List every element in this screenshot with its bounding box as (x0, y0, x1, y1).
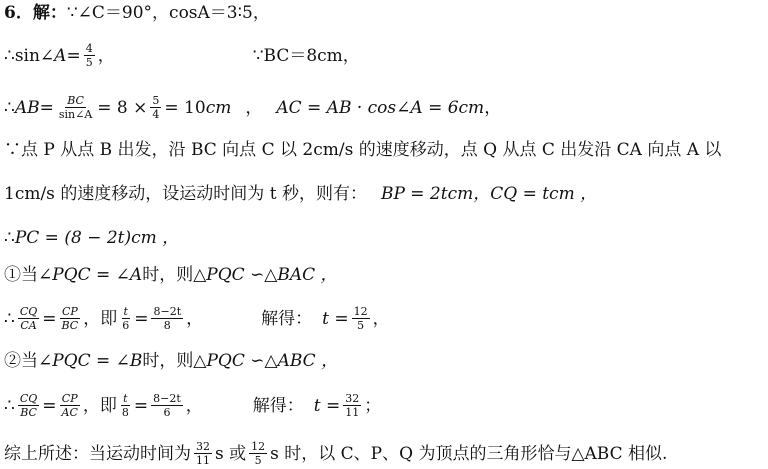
fraction-numerator: CQ (19, 392, 38, 405)
bc-given: ∵BC＝8cm， (252, 45, 360, 66)
fraction-denominator: 5 (85, 56, 93, 69)
case-1-label: ①当 (4, 265, 38, 285)
fraction-denominator: 4 (152, 108, 160, 121)
equals: = (39, 97, 54, 118)
comma: ， (185, 395, 203, 416)
fraction-5-4 (150, 94, 161, 121)
comma: ， (97, 45, 115, 66)
equals: = (66, 45, 81, 66)
fraction-numerator: 8−2t (153, 305, 182, 318)
t-equals: t = (322, 308, 349, 329)
fraction-numerator: CP (61, 305, 78, 318)
pc-expression: PC = (8 − 2t)cm ， (14, 228, 180, 248)
comma: ， (186, 308, 204, 329)
fraction-denominator: BC (61, 319, 79, 332)
comma: ， (245, 97, 263, 118)
fraction-denominator: CA (20, 319, 37, 332)
fraction-cq-ca (18, 305, 39, 332)
given-text: ∵∠C＝90°，cosA＝3∶5， (66, 3, 270, 23)
fraction-32-11 (343, 392, 361, 419)
equals: = (134, 308, 149, 329)
multiply: = 8 × (97, 97, 148, 118)
namely-text: ，即 (82, 395, 117, 416)
similarity-statement: △PQC ∽△BAC ， (193, 265, 338, 285)
solve-text: 解得： (252, 395, 304, 416)
fraction-denominator: 8 (163, 319, 171, 332)
fraction-cp-ac (60, 392, 80, 419)
equals: = (42, 395, 57, 416)
fraction-8-2t-6 (151, 392, 183, 419)
line-8 (4, 305, 764, 332)
conclusion-end: s 时，以 C、P、Q 为顶点的三角形恰与△ABC 相似. (270, 443, 668, 464)
fraction-denominator: 8 (121, 406, 129, 419)
fraction-cp-bc (60, 305, 81, 332)
line-10 (4, 392, 764, 419)
angle-a: A (54, 45, 67, 66)
fraction-numerator: t (123, 305, 128, 318)
unit-cm: cm (458, 97, 485, 118)
fraction-denominator: BC (20, 406, 37, 419)
problem-number: 6．解： (4, 3, 67, 23)
therefore: ∴ (4, 97, 15, 118)
fraction-cq-bc (18, 392, 39, 419)
angle-condition: ∠PQC = ∠B (38, 351, 143, 371)
line-4 (4, 139, 764, 161)
t-equals: t = (313, 395, 341, 416)
therefore: ∴ (4, 228, 15, 248)
fraction-denominator: 11 (196, 454, 210, 467)
fraction-bc-sina (57, 94, 94, 121)
fraction-numerator: 12 (251, 440, 266, 453)
or-text: s 或 (215, 443, 247, 464)
fraction-numerator: 12 (353, 305, 368, 318)
fraction-numerator: 32 (345, 392, 360, 405)
line-5 (4, 183, 764, 205)
motion-description: ∵点 P 从点 B 出发，沿 BC 向点 C 以 2cm/s 的速度移动，点 Q 从点 C 出发沿 CA 向点 A 以 (4, 140, 722, 160)
fraction-numerator: 32 (196, 440, 210, 453)
ab-label: AB (14, 97, 40, 118)
comma: ， (372, 308, 390, 329)
namely-text: ，即 (83, 308, 118, 329)
fraction-numerator: BC (67, 94, 84, 107)
fraction-denominator: AC (61, 406, 78, 419)
fraction-12-5 (249, 440, 267, 467)
ab-result: = 10 (164, 97, 206, 118)
angle-condition: ∠PQC = ∠A (38, 265, 143, 285)
fraction-8-2t-8 (151, 305, 183, 332)
fraction-t-8 (120, 392, 131, 419)
fraction-numerator: 5 (152, 94, 160, 107)
fraction-denominator: sin∠A (58, 108, 93, 121)
line-6 (4, 227, 764, 249)
fraction-numerator: CQ (19, 305, 38, 318)
therefore: ∴ (4, 308, 15, 329)
similarity-statement: △PQC ∽△ABC ， (193, 351, 339, 371)
then-text: 时，则 (142, 265, 194, 285)
comma: ， (484, 97, 502, 118)
fraction-numerator: CP (61, 392, 78, 405)
fraction-denominator: 11 (345, 406, 360, 419)
solve-text: 解得： (261, 308, 313, 329)
unit-cm: cm (205, 97, 232, 118)
fraction-32-11 (194, 440, 212, 467)
motion-description-cont: 1cm/s 的速度移动，设运动时间为 t 秒，则有： (4, 184, 367, 204)
fraction-4-5 (84, 42, 95, 69)
line-7 (4, 264, 764, 286)
fraction-numerator: 4 (85, 42, 93, 55)
line-3 (4, 94, 764, 121)
therefore: ∴ (4, 395, 15, 416)
equals: = (42, 308, 57, 329)
conclusion-text: 综上所述：当运动时间为 (4, 443, 191, 464)
semicolon: ； (364, 395, 382, 416)
line-9 (4, 350, 764, 372)
line-2 (4, 42, 764, 69)
bp-cq-expressions: BP = 2tcm，CQ = tcm ， (380, 184, 598, 204)
fraction-denominator: 5 (254, 454, 262, 467)
equals: = (133, 395, 149, 416)
sin-prefix: ∴sin∠ (4, 45, 55, 66)
fraction-denominator: 6 (163, 406, 171, 419)
line-1 (4, 2, 764, 24)
fraction-denominator: 5 (357, 319, 365, 332)
fraction-numerator: 8−2t (153, 392, 181, 405)
fraction-12-5 (352, 305, 370, 332)
ac-equation: AC = AB · cos∠A = 6 (276, 97, 459, 118)
line-11 (4, 440, 764, 467)
fraction-numerator: t (123, 392, 128, 405)
case-2-label: ②当 (4, 351, 38, 371)
fraction-t-6 (120, 305, 131, 332)
then-text: 时，则 (142, 351, 194, 371)
fraction-denominator: 6 (122, 319, 130, 332)
